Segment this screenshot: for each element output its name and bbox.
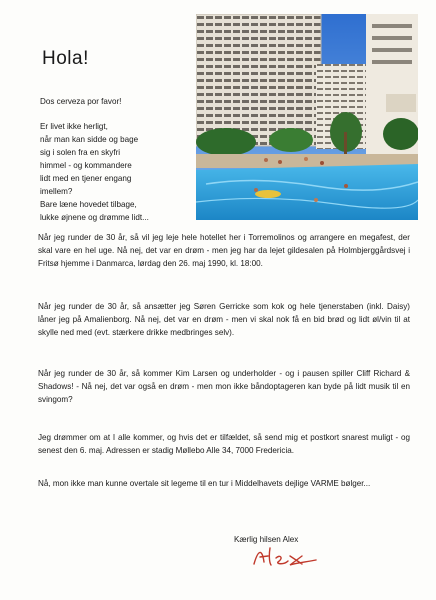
paragraph-rsvp: Jeg drømmer om at I alle kommer, og hvis det er tilfældet, så send mig et postkort snarest muligt - og senest den 6. maj. Adressen er stadig Møllebo Alle 34, 7000 Fredericia. — [38, 433, 410, 455]
order-line: Dos cerveza por favor! — [40, 97, 122, 106]
paragraph-music: Når jeg runder de 30 år, så kommer Kim Larsen og underholder - og i pausen spiller Cliff Richard & Shadows! - Nå nej, det var også en drøm - men mon ikke båndoptageren kan byde på lidt musik til en svingom? — [38, 369, 410, 404]
intro-line: lukke øjnene og drømme lidt... — [40, 213, 149, 222]
hotel-pool-photo — [196, 14, 418, 220]
intro-line: himmel - og kommandere — [40, 161, 132, 170]
intro-line: imellem? — [40, 187, 73, 196]
letter-title: Hola! — [42, 48, 89, 69]
intro-line: Bare læne hovedet tilbage, — [40, 200, 137, 209]
intro-text — [40, 95, 190, 224]
intro-line: når man kan sidde og bage — [40, 135, 139, 144]
paragraph-closing-wish: Nå, mon ikke man kunne overtale sit legeme til en tur i Middelhavets dejlige VARME bølger... — [38, 479, 371, 488]
closing-line: Kærlig hilsen Alex — [234, 535, 299, 544]
paragraph-food: Når jeg runder de 30 år, så ansætter jeg Søren Gerricke som kok og hele tjenerstaben (inkl. Daisy) låner jeg på Amalienborg. Nå nej, det var en drøm - men vi skal nok få en bid brød og lidt øl/vin til at skylle ned med (evt. stærkere drikke medbringes selv). — [38, 302, 410, 337]
intro-line: lidt med en tjener engang — [40, 174, 132, 183]
intro-line: Er livet ikke herligt, — [40, 122, 108, 131]
paragraph-party: Når jeg runder de 30 år, så vil jeg leje hele hotellet her i Torremolinos og arrangere en megafest, der skal vare en hel uge. Nå nej, det var en drøm - men jeg har da lejet gildesalen på Holmbjerggårdsvej i Fritsø hjemme i Danmarca, lørdag den 26. maj 1990, kl. 18:00. — [38, 233, 410, 268]
hotel-pool-illustration — [196, 14, 418, 220]
handwritten-signature — [250, 544, 320, 570]
intro-line: sig i solen fra en skyfri — [40, 148, 121, 157]
